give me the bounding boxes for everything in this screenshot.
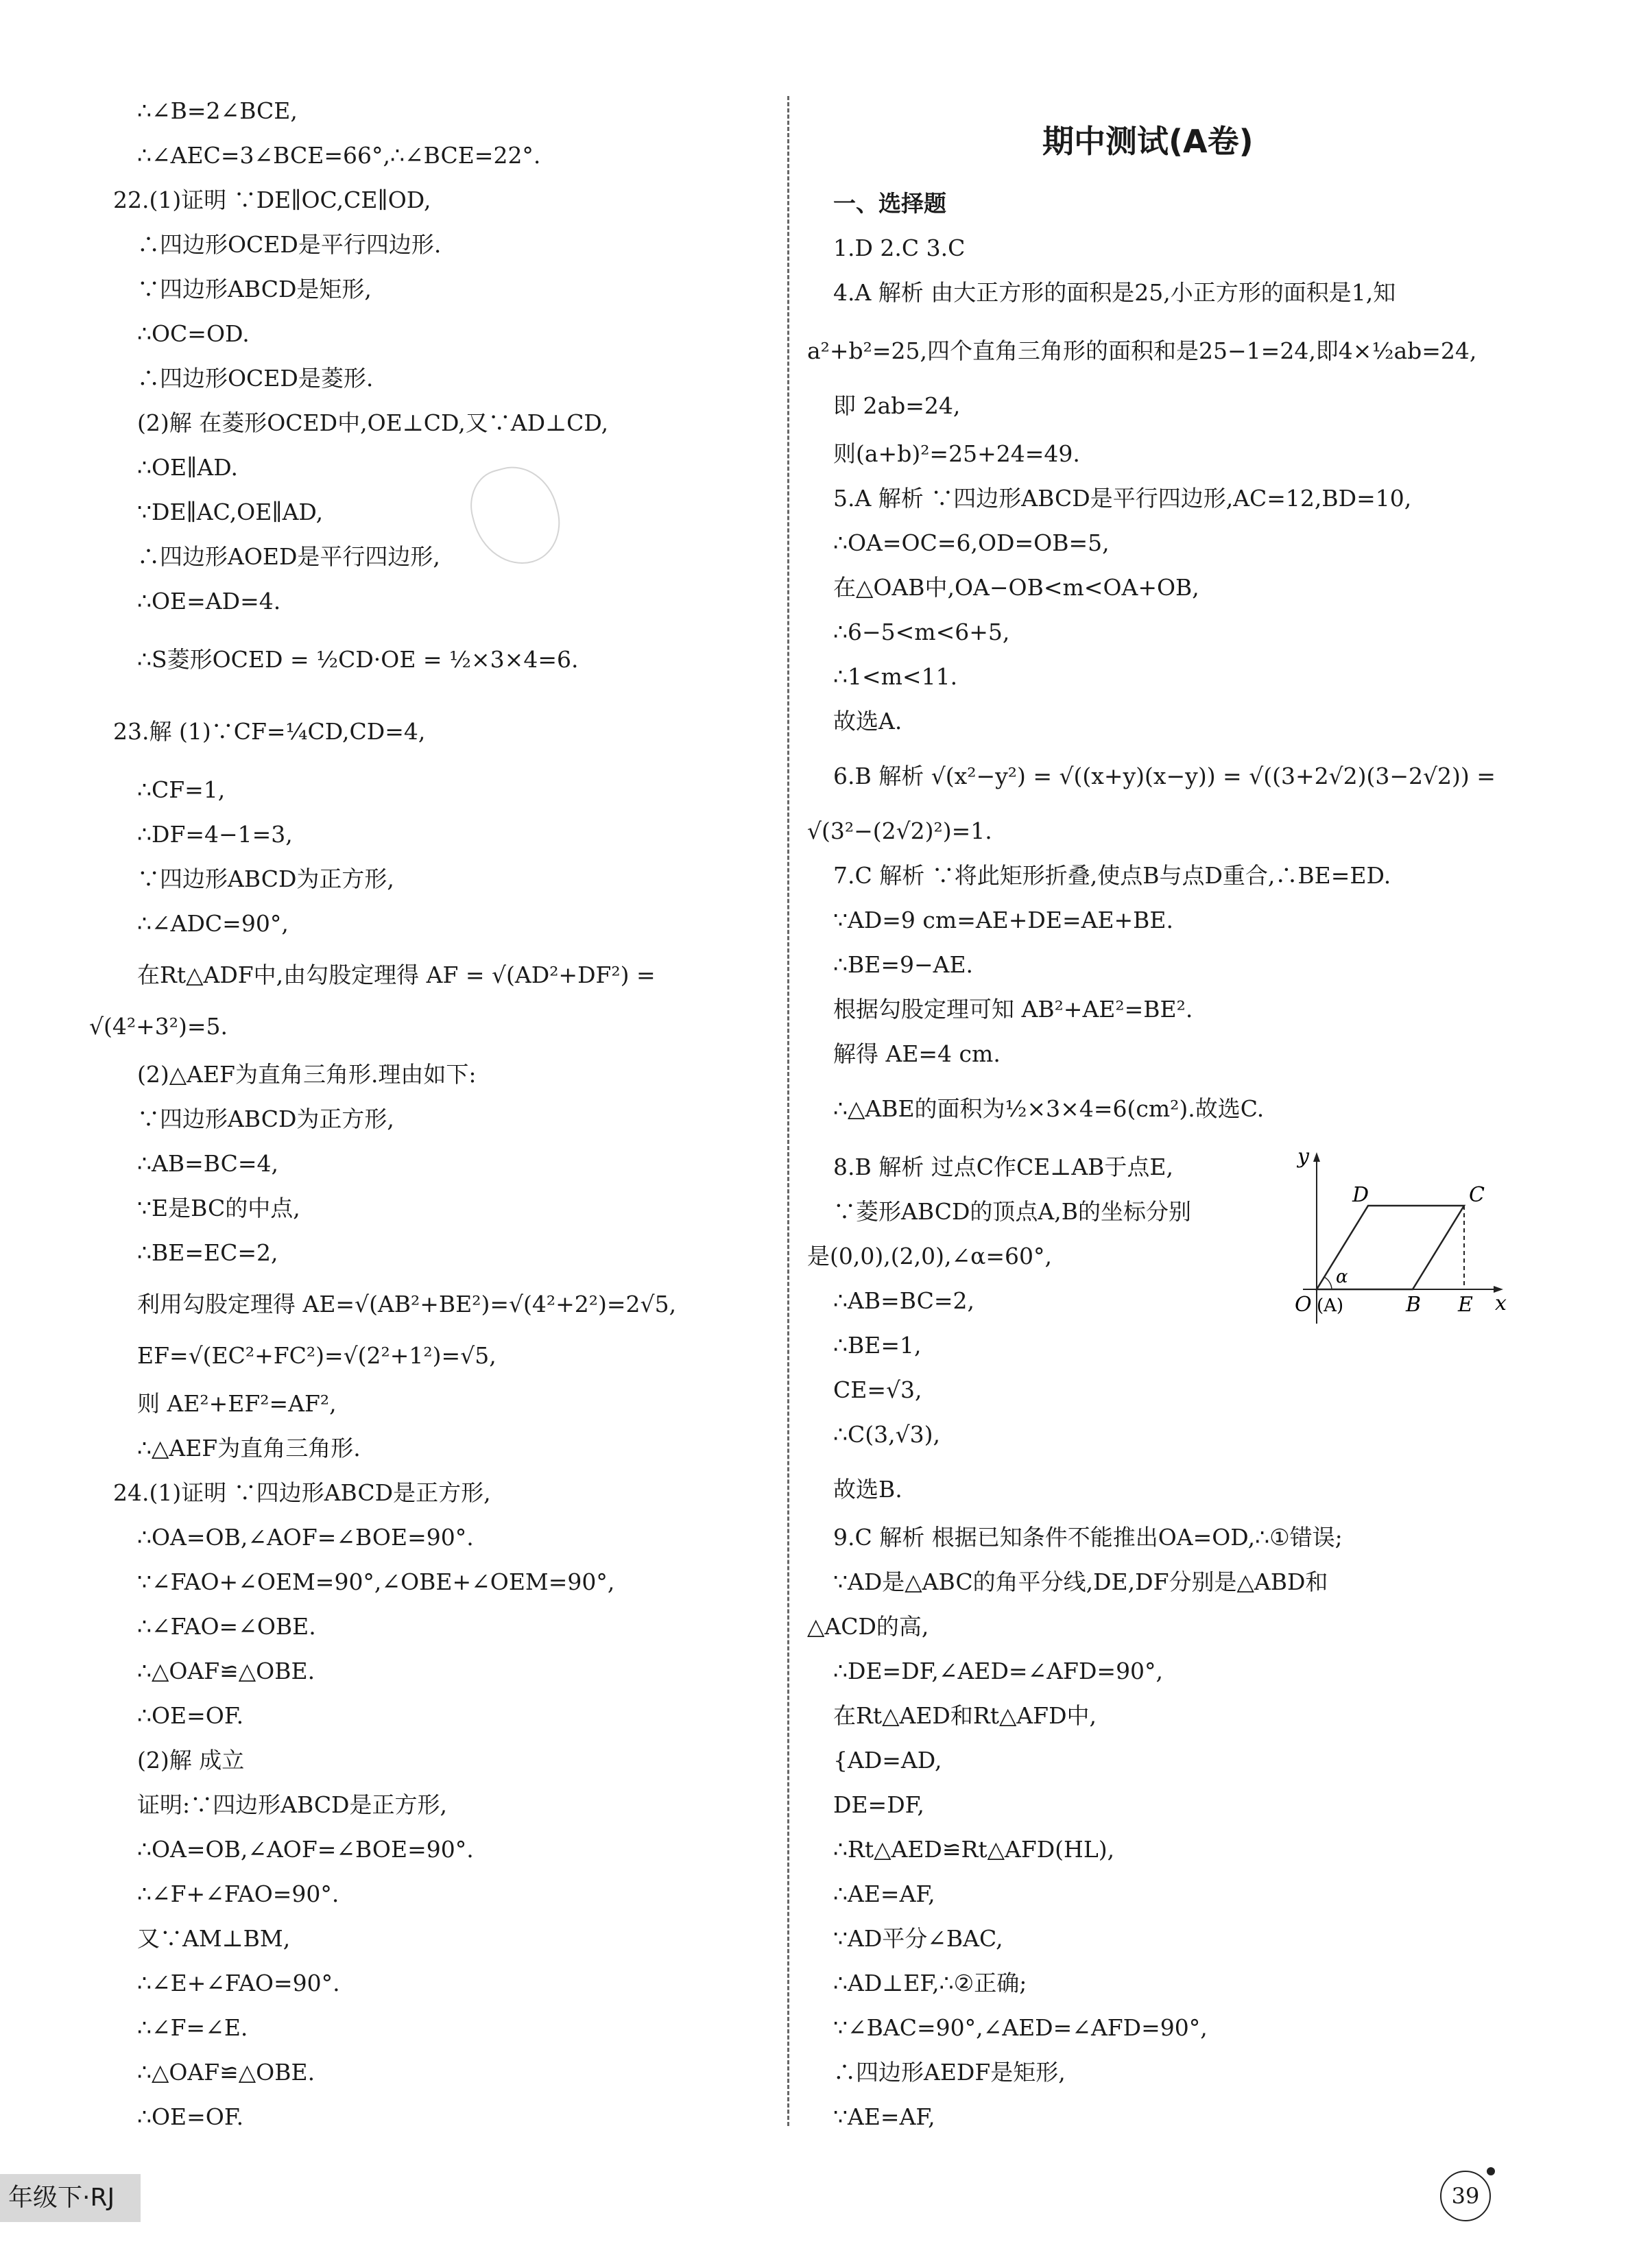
text-line: 根据勾股定理可知 AB²+AE²=BE².: [833, 996, 1193, 1023]
text-line: ∵四边形ABCD为正方形,: [137, 1106, 394, 1132]
text-line: 9.C 解析 根据已知条件不能推出OA=OD,∴①错误;: [833, 1524, 1343, 1551]
text-line: ∵菱形ABCD的顶点A,B的坐标分别: [833, 1198, 1191, 1225]
text-line: ∴CF=1,: [137, 776, 226, 803]
label-a: (A): [1317, 1296, 1344, 1316]
text-line: CE=√3,: [833, 1376, 922, 1403]
text-line: 是(0,0),(2,0),∠α=60°,: [807, 1243, 1053, 1269]
text-line: ∵AE=AF,: [833, 2103, 935, 2130]
text-line: ∴四边形AEDF是矩形,: [833, 2059, 1066, 2086]
text-line: ∴∠B=2∠BCE,: [137, 97, 298, 124]
text-line: ∴△OAF≌△OBE.: [137, 1658, 315, 1684]
text-line: ∵∠FAO+∠OEM=90°,∠OBE+∠OEM=90°,: [137, 1568, 615, 1595]
text-line: ∴△AEF为直角三角形.: [137, 1435, 361, 1461]
rhombus-coordinate-figure: [1289, 1152, 1509, 1330]
grade-label: 年级下·RJ: [0, 2174, 141, 2222]
text-line: ∴四边形OCED是菱形.: [137, 365, 374, 392]
text-line: ∴DE=DF,∠AED=∠AFD=90°,: [833, 1658, 1164, 1684]
text-line: (2)解 成立: [137, 1747, 245, 1774]
text-line: 利用勾股定理得 AE=√(AB²+BE²)=√(4²+2²)=2√5,: [137, 1291, 677, 1317]
text-line: 7.C 解析 ∵将此矩形折叠,使点B与点D重合,∴BE=ED.: [833, 862, 1391, 889]
text-line: ∵DE∥AC,OE∥AD,: [137, 499, 324, 525]
text-line: ∴OE=OF.: [137, 2103, 244, 2130]
column-divider: [787, 96, 789, 2126]
text-line: (2)△AEF为直角三角形.理由如下:: [137, 1061, 477, 1088]
text-line: {AD=AD,: [833, 1747, 942, 1774]
watermark-stamp: [462, 457, 569, 574]
y-axis-arrow: [1313, 1152, 1320, 1162]
text-line: ∵AD平分∠BAC,: [833, 1925, 1003, 1952]
text-line: ∴BE=EC=2,: [137, 1239, 278, 1266]
text-line: ∴OE∥AD.: [137, 454, 238, 481]
text-line: ∴AB=BC=4,: [137, 1150, 278, 1177]
text-line: ∴∠E+∠FAO=90°.: [137, 1970, 340, 1996]
text-line: a²+b²=25,四个直角三角形的面积和是25−1=24,即4×½ab=24,: [807, 337, 1477, 364]
text-line: ∴1<m<11.: [833, 663, 958, 690]
text-line: ∴DF=4−1=3,: [137, 821, 293, 848]
text-line: ∴AD⊥EF,∴②正确;: [833, 1970, 1027, 1996]
text-line: ∴BE=1,: [833, 1332, 922, 1359]
text-line: ∴∠FAO=∠OBE.: [137, 1613, 316, 1640]
text-line: 即 2ab=24,: [833, 392, 961, 419]
section-heading: 一、选择题: [833, 190, 946, 217]
text-line: ∴AE=AF,: [833, 1881, 935, 1907]
text-line: ∴△ABE的面积为½×3×4=6(cm²).故选C.: [833, 1095, 1265, 1122]
text-line: (2)解 在菱形OCED中,OE⊥CD,又∵AD⊥CD,: [137, 409, 609, 436]
text-line: ∵∠BAC=90°,∠AED=∠AFD=90°,: [833, 2014, 1208, 2041]
text-line: 故选A.: [833, 708, 902, 735]
text-line: ∴S菱形OCED = ½CD·OE = ½×3×4=6.: [137, 646, 579, 673]
label-d: D: [1352, 1183, 1369, 1207]
text-line: 1.D 2.C 3.C: [833, 235, 966, 261]
label-alpha: α: [1336, 1267, 1348, 1287]
text-line: ∴∠AEC=3∠BCE=66°,∴∠BCE=22°.: [137, 142, 541, 169]
text-line: 6.B 解析 √(x²−y²) = √((x+y)(x−y)) = √((3+2√2)(3−2√2)) =: [833, 763, 1496, 789]
text-line: 在Rt△ADF中,由勾股定理得 AF = √(AD²+DF²) =: [137, 962, 656, 988]
text-line: 证明:∵四边形ABCD是正方形,: [137, 1791, 448, 1818]
text-line: EF=√(EC²+FC²)=√(2²+1²)=√5,: [137, 1342, 496, 1369]
text-line: ∵E是BC的中点,: [137, 1195, 300, 1221]
page-number: 39: [1440, 2171, 1491, 2221]
text-line: 则 AE²+EF²=AF²,: [137, 1390, 337, 1417]
text-line: ∵AD是△ABC的角平分线,DE,DF分别是△ABD和: [833, 1568, 1328, 1595]
text-line: 在△OAB中,OA−OB<m<OA+OB,: [833, 574, 1199, 601]
text-line: 24.(1)证明 ∵四边形ABCD是正方形,: [113, 1479, 491, 1506]
label-x: x: [1495, 1291, 1507, 1315]
section-title: 期中测试(A卷): [1042, 123, 1254, 160]
label-o: O: [1295, 1293, 1312, 1317]
text-line: △ACD的高,: [807, 1613, 929, 1640]
label-e: E: [1458, 1293, 1473, 1317]
text-line: ∴6−5<m<6+5,: [833, 619, 1010, 645]
text-line: 4.A 解析 由大正方形的面积是25,小正方形的面积是1,知: [833, 279, 1396, 306]
text-line: ∴C(3,√3),: [833, 1421, 940, 1448]
text-line: 则(a+b)²=25+24=49.: [833, 440, 1080, 467]
text-line: 22.(1)证明 ∵DE∥OC,CE∥OD,: [113, 187, 431, 213]
label-y: y: [1297, 1152, 1309, 1169]
text-line: ∴OC=OD.: [137, 320, 250, 347]
text-line: ∴四边形OCED是平行四边形.: [137, 231, 442, 258]
text-line: ∵四边形ABCD是矩形,: [137, 276, 372, 302]
text-line: ∴Rt△AED≌Rt△AFD(HL),: [833, 1836, 1115, 1863]
text-line: ∴∠ADC=90°,: [137, 910, 289, 937]
text-line: 又∵AM⊥BM,: [137, 1925, 291, 1952]
text-line: ∴AB=BC=2,: [833, 1287, 974, 1314]
angle-alpha-arc: [1324, 1277, 1332, 1289]
text-line: ∴OA=OB,∠AOF=∠BOE=90°.: [137, 1836, 474, 1863]
text-line: ∴四边形AOED是平行四边形,: [137, 543, 440, 570]
text-line: 8.B 解析 过点C作CE⊥AB于点E,: [833, 1154, 1173, 1180]
text-line: 解得 AE=4 cm.: [833, 1040, 1001, 1067]
text-line: ∵AD=9 cm=AE+DE=AE+BE.: [833, 907, 1174, 933]
page-number-dot: [1487, 2167, 1495, 2175]
label-c: C: [1469, 1183, 1485, 1207]
text-line: ∴OE=AD=4.: [137, 588, 281, 614]
text-line: DE=DF,: [833, 1791, 924, 1818]
text-line: 23.解 (1)∵CF=¼CD,CD=4,: [113, 718, 426, 745]
text-line: ∴∠F=∠E.: [137, 2014, 248, 2041]
text-line: ∴OA=OC=6,OD=OB=5,: [833, 529, 1110, 556]
text-line: ∴∠F+∠FAO=90°.: [137, 1881, 339, 1907]
text-line: 5.A 解析 ∵四边形ABCD是平行四边形,AC=12,BD=10,: [833, 485, 1412, 512]
text-line: √(3²−(2√2)²)=1.: [807, 817, 992, 844]
text-line: ∴△OAF≌△OBE.: [137, 2059, 315, 2086]
text-line: 故选B.: [833, 1476, 902, 1503]
text-line: ∴OA=OB,∠AOF=∠BOE=90°.: [137, 1524, 474, 1551]
text-line: ∴OE=OF.: [137, 1702, 244, 1729]
text-line: ∵四边形ABCD为正方形,: [137, 866, 394, 892]
text-line: √(4²+3²)=5.: [89, 1013, 228, 1040]
text-line: ∴BE=9−AE.: [833, 951, 974, 978]
text-line: 在Rt△AED和Rt△AFD中,: [833, 1702, 1097, 1729]
label-b: B: [1406, 1293, 1422, 1317]
